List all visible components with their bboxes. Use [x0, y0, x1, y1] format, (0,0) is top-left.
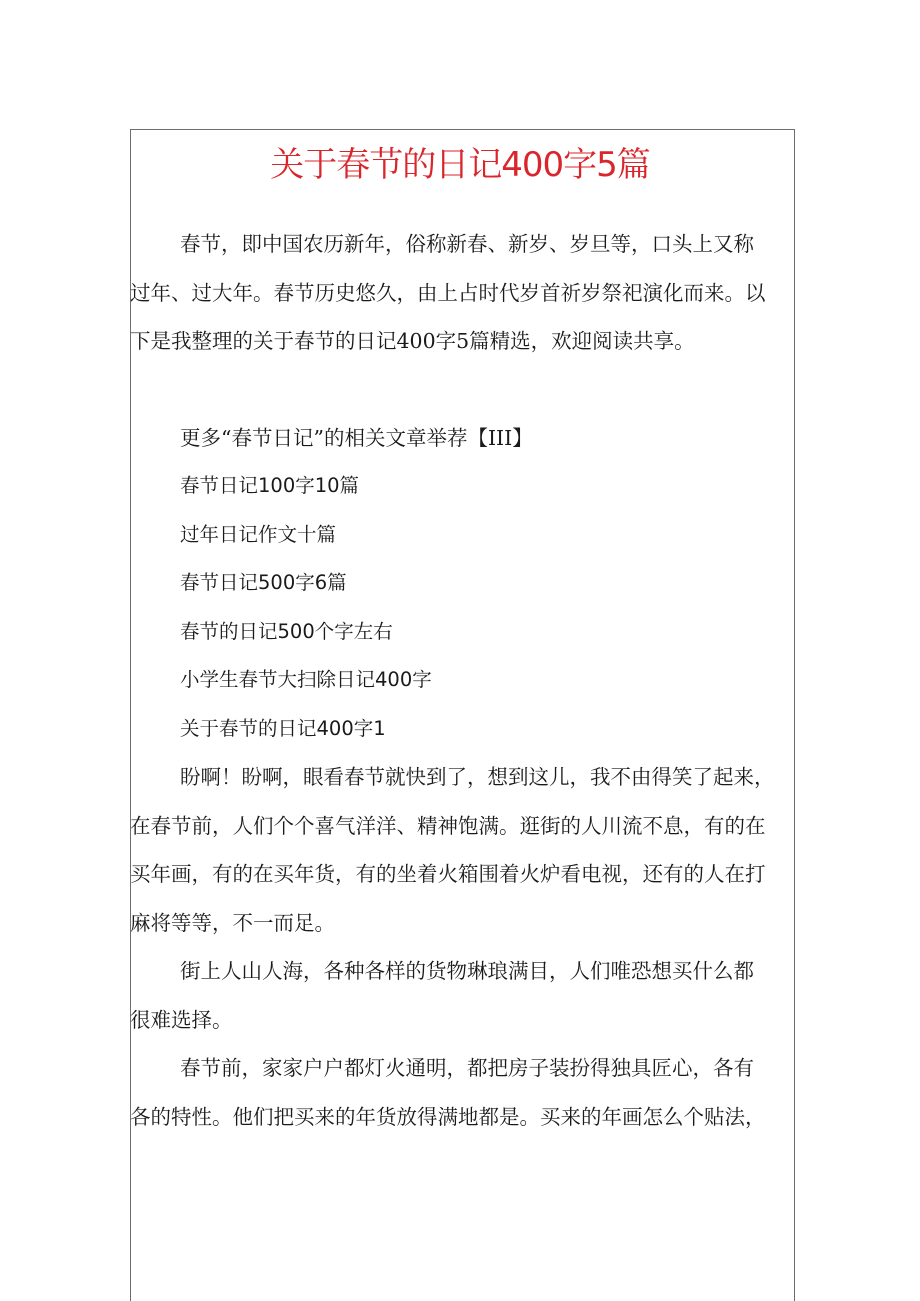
body-paragraph: [130, 1044, 792, 1141]
document-title: 关于春节的日记400字5篇: [270, 145, 650, 185]
body-line: 在春节前，人们个个喜气洋洋、精神饱满。逛街的人川流不息，有的在: [130, 813, 766, 838]
body-paragraph: [130, 947, 792, 1044]
document-body: [130, 220, 792, 1141]
related-link[interactable]: 春节日记100字10篇: [180, 474, 360, 497]
body-line: 很难选择。: [130, 1007, 233, 1032]
related-link[interactable]: 春节的日记500个字左右: [180, 619, 393, 643]
related-link[interactable]: 春节日记500字6篇: [180, 571, 347, 594]
intro-line: 过年、过大年。春节历史悠久，由上占时代岁首祈岁祭祀演化而来。以: [130, 280, 766, 305]
intro-line: 下是我整理的关于春节的日记400字5篇精选，欢迎阅读共享。: [130, 329, 695, 353]
section-heading: 关于春节的日记400字1: [180, 716, 386, 740]
related-heading: 更多“春节日记”的相关文章举荐【III】: [180, 425, 533, 450]
related-link[interactable]: 过年日记作文十篇: [180, 522, 337, 546]
related-articles: [180, 414, 792, 754]
body-line: 各的特性。他们把买来的年货放得满地都是。买来的年画怎么个贴法，: [130, 1104, 766, 1129]
spacer: [180, 366, 792, 414]
body-paragraph: [130, 753, 792, 947]
intro-paragraph: [130, 220, 792, 366]
body-line: 买年画，有的在买年货，有的坐着火箱围着火炉看电视，还有的人在打: [130, 862, 766, 886]
body-line: 麻将等等，不一而足。: [130, 910, 335, 935]
body-line: 盼啊！盼啊，眼看春节就快到了，想到这儿，我不由得笑了起来，: [180, 765, 775, 789]
body-line: 春节前，家家户户都灯火通明，都把房子装扮得独具匠心，各有: [180, 1056, 754, 1080]
related-link[interactable]: 小学生春节大扫除日记400字: [180, 668, 432, 691]
body-line: 街上人山人海，各种各样的货物琳琅满目，人们唯恐想买什么都: [180, 959, 754, 983]
intro-line: 春节，即中国农历新年，俗称新春、新岁、岁旦等，口头上又称: [180, 232, 754, 256]
